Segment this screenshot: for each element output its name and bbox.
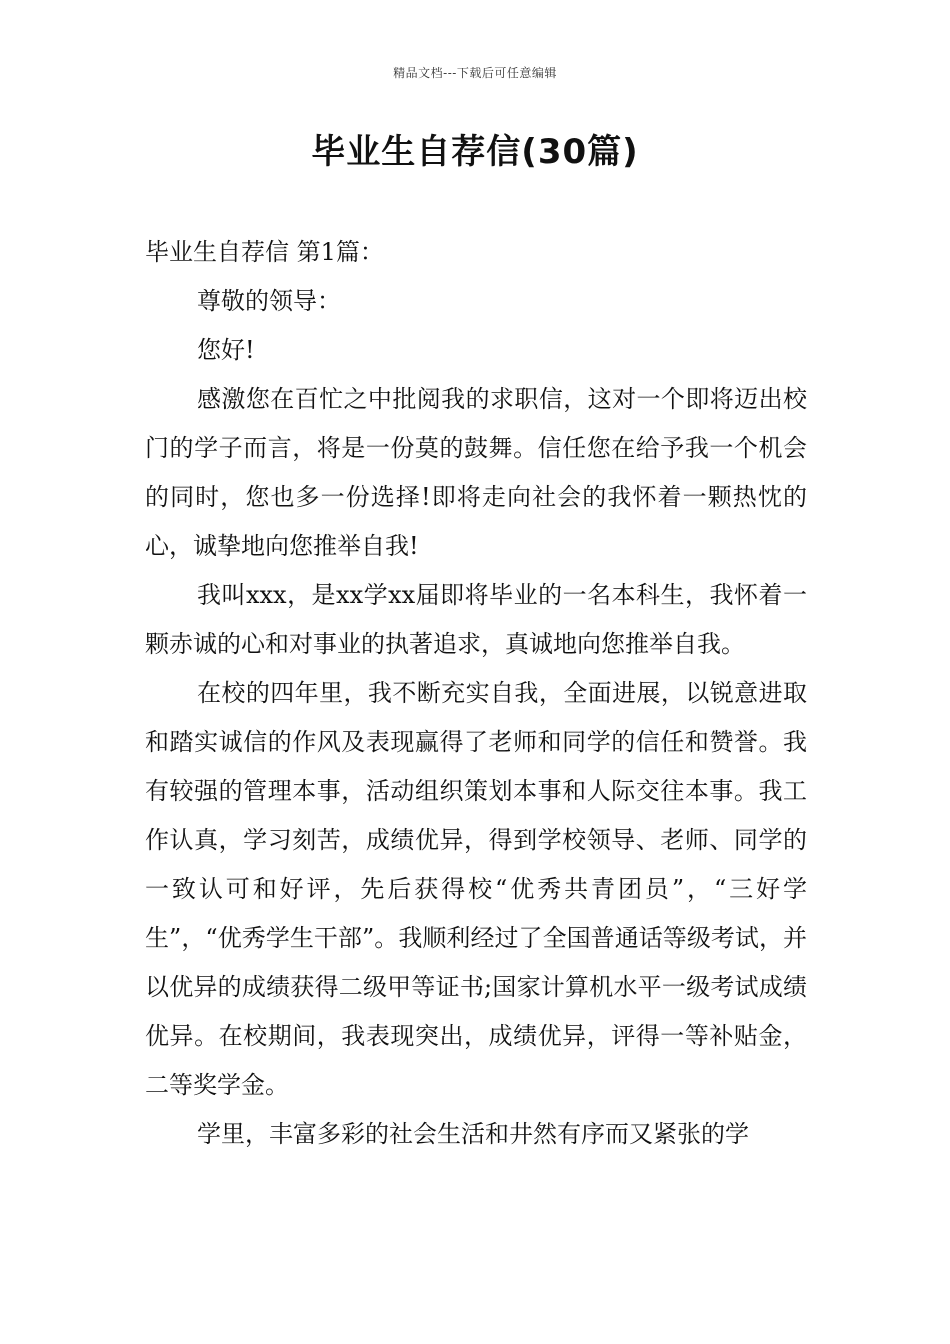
paragraph: 学里，丰富多彩的社会生活和井然有序而又紧张的学 [197,1120,749,1148]
document-title: 毕业生自荐信(30篇) [311,132,639,172]
greeting: 您好! [197,336,255,364]
paragraph: 我叫xxx，是xx学xx届即将毕业的一名本科生，我怀着一颗赤诚的心和对事业的执著追求，真诚地向您推举自我。 [145,581,807,658]
paragraph: 在校的四年里，我不断充实自我，全面进展，以锐意进取和踏实诚信的作风及表现赢得了老师和同学的信任和赞誉。我有较强的管理本事，活动组织策划本事和人际交往本事。我工作认真，学习刻苦，成绩优异，得到学校领导、老师、同学的一致认可和好评，先后获得校“优秀共青团员”，“三好学生”，“优秀学生干部”。我顺利经过了全国普通话等级考试，并以优异的成绩获得二级甲等证书;国家计算机水平一级考试成绩优异。在校期间，我表现突出，成绩优异，评得一等补贴金，二等奖学金。 [145,679,807,1099]
salutation: 尊敬的领导： [197,287,341,315]
paragraph: 感激您在百忙之中批阅我的求职信，这对一个即将迈出校门的学子而言，将是一份莫的鼓舞。信任您在给予我一个机会的同时，您也多一份选择!即将走向社会的我怀着一颗热忱的心，诚挚地向您推举自我! [145,385,807,560]
document-body [145,228,807,1159]
header-note: 精品文档---下载后可任意编辑 [393,66,557,80]
section-heading: 毕业生自荐信 第1篇： [145,238,384,266]
